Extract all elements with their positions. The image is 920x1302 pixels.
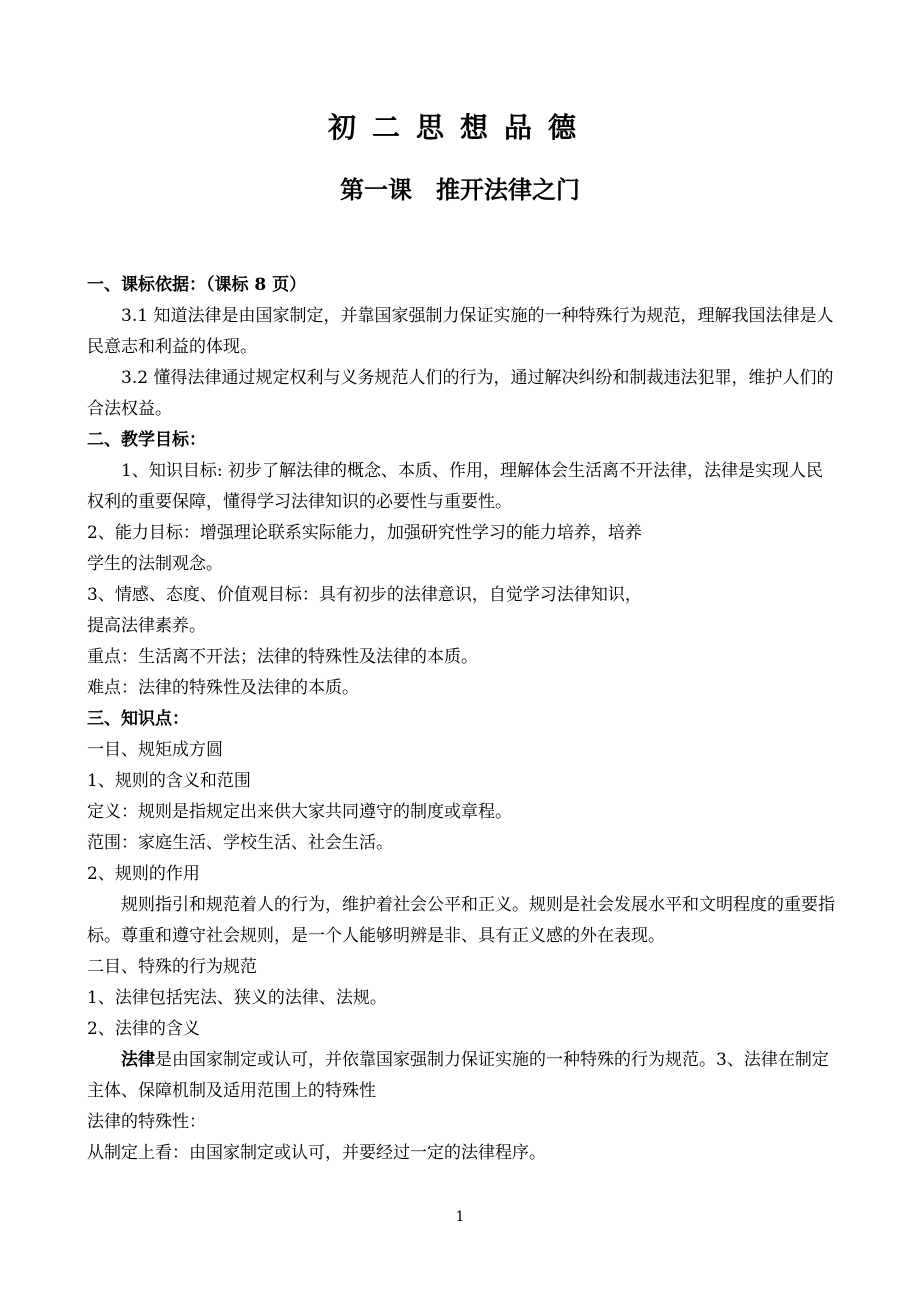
paragraph-knowledge-objective: 1、知识目标: 初步了解法律的概念、本质、作用，理解体会生活离不开法律，法律是实现人民权利的重要保障，懂得学习法律知识的必要性与重要性。 [87,461,823,512]
paragraph-curriculum-3-1: 3.1 知道法律是由国家制定，并靠国家强制力保证实施的一种特殊行为规范，理解我国法律是人民意志和利益的体现。 [87,306,834,357]
law-definition-text: 是由国家制定或认可，并依靠国家强制力保证实施的一种特殊的行为规范。3、法律在制定主体、保障机制及适用范围上的特殊性 [87,1050,829,1101]
knowledge-item-law-includes: 1、法律包括宪法、狭义的法律、法规。 [87,988,387,1008]
paragraph-curriculum-3-2: 3.2 懂得法律通过规定权利与义务规范人们的行为，通过解决纠纷和制裁违法犯罪，维护人们的合法权益。 [87,368,834,419]
knowledge-item-law-meaning: 2、法律的含义 [87,1019,200,1039]
knowledge-item-rule-definition: 定义：规则是指规定出来供大家共同遵守的制度或章程。 [87,802,512,822]
knowledge-item-rule-meaning: 1、规则的含义和范围 [87,771,251,791]
section-heading-knowledge: 三、知识点： [87,709,189,729]
knowledge-item-law-particularity: 法律的特殊性： [87,1112,206,1132]
knowledge-item-unit-1: 一目、规矩成方圆 [87,740,223,760]
section-heading-curriculum: 一、课标依据：（课标 8 页） [87,275,307,295]
law-term: 法律 [121,1050,155,1070]
paragraph-rule-function: 规则指引和规范着人的行为，维护着社会公平和正义。规则是社会发展水平和文明程度的重要指标。尊重和遵守社会规则，是一个人能够明辨是非、具有正义感的外在表现。 [87,895,835,946]
knowledge-item-rule-scope: 范围：家庭生活、学校生活、社会生活。 [87,833,393,853]
knowledge-item-rule-function: 2、规则的作用 [87,864,200,884]
document-title: 初二思想品德 [327,111,592,144]
page-number: 1 [455,1209,465,1225]
knowledge-item-law-enactment: 从制定上看：由国家制定或认可，并要经过一定的法律程序。 [87,1143,546,1163]
paragraph-emotion-objective-line1: 3、情感、态度、价值观目标：具有初步的法律意识，自觉学习法律知识， [87,585,642,605]
section-heading-objectives: 二、教学目标： [87,430,206,450]
paragraph-difficult-points: 难点：法律的特殊性及法律的本质。 [87,678,359,698]
knowledge-item-unit-2: 二目、特殊的行为规范 [87,957,257,977]
paragraph-ability-objective-line1: 2、能力目标：增强理论联系实际能力，加强研究性学习的能力培养，培养 [87,523,642,543]
paragraph-emotion-objective-line2: 提高法律素养。 [87,616,206,636]
paragraph-law-definition [87,1045,835,1107]
paragraph-key-points: 重点：生活离不开法；法律的特殊性及法律的本质。 [87,647,478,667]
document-body [87,270,835,1169]
lesson-title: 第一课 推开法律之门 [340,175,580,204]
paragraph-ability-objective-line2: 学生的法制观念。 [87,554,223,574]
